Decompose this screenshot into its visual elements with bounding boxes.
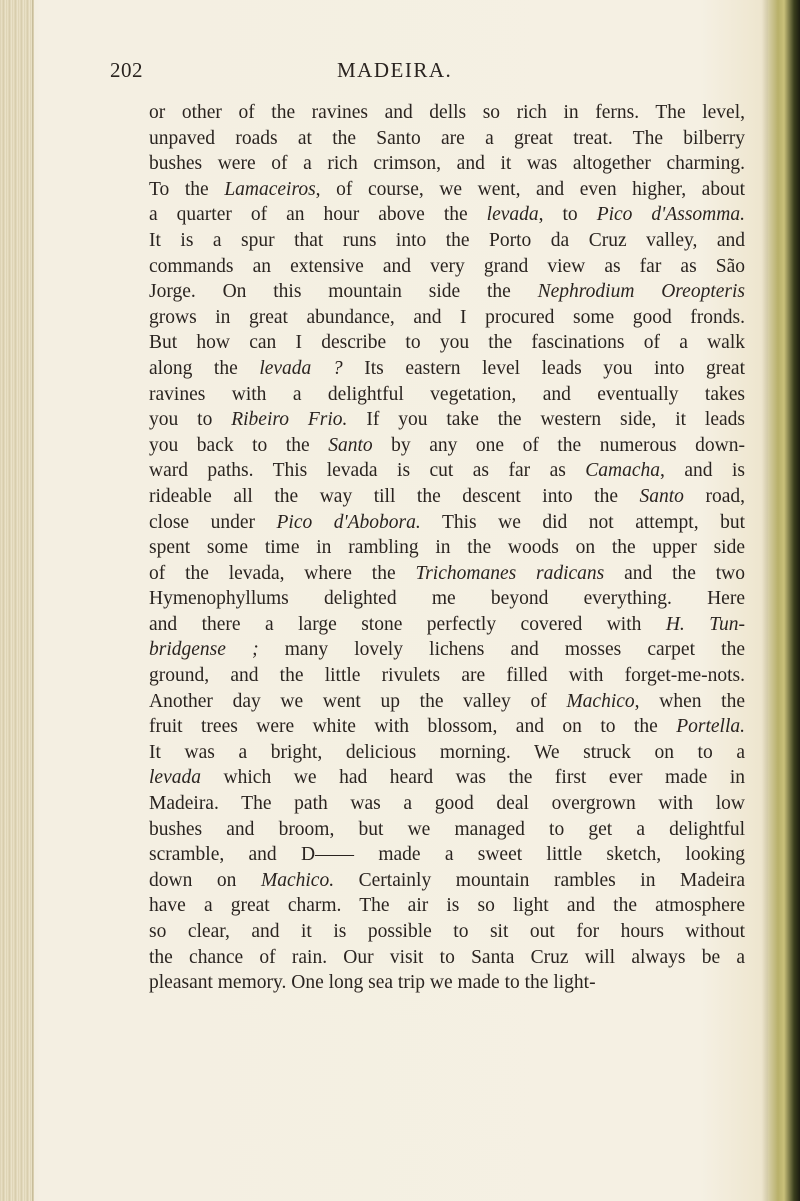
- text-segment: If you take the western side, it leads: [347, 409, 745, 431]
- text-line: so clear, and it is possible to sit out for hours without: [149, 921, 745, 942]
- text-line: [149, 484, 745, 510]
- text-line: pleasant memory. One long sea trip we made to the light-: [149, 972, 596, 994]
- text-segment: fruit trees were white with blossom, and on to the: [149, 716, 677, 738]
- text-line: [149, 356, 745, 382]
- text-line: [149, 765, 745, 791]
- text-line: [149, 637, 745, 663]
- italic-term: H. Tun-: [665, 613, 745, 635]
- text-segment: Jorge. On this mountain side the: [149, 281, 538, 303]
- page-gutter-shadow: [0, 0, 34, 1201]
- text-line: [149, 510, 745, 536]
- text-line: Hymenophyllums delighted me beyond everything. Here: [149, 588, 745, 610]
- text-line: [149, 177, 745, 203]
- text-segment: Certainly mountain rambles in Madeira: [334, 869, 745, 891]
- text-line: [149, 612, 745, 638]
- italic-term: Santo: [328, 434, 373, 456]
- text-segment: rideable all the way till the descent into the: [149, 485, 640, 507]
- italic-term: Ribeiro Frio.: [231, 409, 348, 431]
- italic-term: levada ?: [259, 357, 343, 379]
- text-segment: you to: [149, 409, 232, 431]
- text-line: grows in great abundance, and I procured some good fronds.: [149, 306, 745, 328]
- text-line: commands an extensive and very grand view as far as São: [149, 255, 745, 277]
- text-segment: down on: [149, 869, 261, 891]
- text-segment: , when the: [634, 690, 745, 712]
- italic-term: Camacha: [585, 460, 661, 482]
- text-segment: Its eastern level leads you into great: [342, 357, 746, 379]
- text-line: have a great charm. The air is so light and the atmosphere: [149, 895, 745, 917]
- text-line: the chance of rain. Our visit to Santa Cruz will always be a: [149, 946, 745, 968]
- text-segment: and there a large stone perfectly covered with: [149, 613, 666, 635]
- text-line: [149, 433, 745, 459]
- text-segment: road,: [683, 485, 745, 507]
- body-text: [149, 100, 745, 996]
- text-line: [149, 458, 745, 484]
- italic-term: bridgense ;: [149, 639, 259, 661]
- text-line: unpaved roads at the Santo are a great treat. The bilberry: [149, 127, 745, 149]
- text-line: [149, 407, 745, 433]
- italic-term: Pico d'Assomma.: [596, 204, 745, 226]
- text-line: ground, and the little rivulets are filled with forget-me-nots.: [149, 665, 745, 687]
- text-segment: This we did not attempt, but: [420, 511, 745, 533]
- text-segment: , to: [538, 204, 597, 226]
- text-line: or other of the ravines and dells so rich in ferns. The level,: [149, 102, 745, 123]
- text-line: [149, 279, 745, 305]
- text-segment: close under: [149, 511, 277, 533]
- text-segment: Another day we went up the valley of: [149, 690, 567, 712]
- text-line: But how can I describe to you the fascinations of a walk: [149, 332, 745, 354]
- text-segment: and the two: [604, 562, 745, 584]
- text-segment: a quarter of an hour above the: [149, 204, 487, 226]
- running-head: [110, 58, 710, 88]
- italic-term: Machico.: [260, 869, 335, 891]
- text-line: ravines with a delightful vegetation, and eventually takes: [149, 383, 745, 405]
- text-segment: ward paths. This levada is cut as far as: [149, 460, 586, 482]
- italic-term: Lamaceiros: [224, 178, 316, 200]
- text-line: scramble, and D—— made a sweet little sketch, looking: [149, 844, 745, 866]
- text-segment: , of course, we went, and even higher, about: [315, 178, 745, 200]
- text-line: [149, 689, 745, 715]
- italic-term: Portella.: [676, 716, 745, 738]
- italic-term: levada: [149, 767, 201, 789]
- text-segment: by any one of the numerous down-: [372, 434, 745, 456]
- text-segment: many lovely lichens and mosses carpet the: [258, 639, 745, 661]
- text-line: It is a spur that runs into the Porto da Cruz valley, and: [149, 229, 745, 251]
- gutter-line: [32, 0, 33, 1201]
- italic-term: Trichomanes radicans: [415, 562, 605, 584]
- italic-term: Machico: [566, 690, 635, 712]
- text-line: bushes were of a rich crimson, and it was altogether charming.: [149, 153, 745, 175]
- text-line: Madeira. The path was a good deal overgrown with low: [149, 793, 745, 815]
- text-line: [149, 714, 745, 740]
- book-cover-edge: [768, 0, 800, 1201]
- text-segment: , and is: [660, 460, 745, 482]
- text-line: spent some time in rambling in the woods on the upper side: [149, 537, 745, 559]
- italic-term: Santo: [639, 485, 684, 507]
- text-line: [149, 202, 745, 228]
- text-line: bushes and broom, but we managed to get a delightful: [149, 818, 745, 840]
- text-segment: you back to the: [149, 434, 329, 456]
- text-line: [149, 561, 745, 587]
- text-segment: which we had heard was the first ever made in: [200, 767, 745, 789]
- running-title: MADEIRA.: [337, 58, 453, 82]
- italic-term: Pico d'Abobora.: [276, 511, 421, 533]
- text-line: [149, 868, 745, 894]
- text-segment: To the: [149, 178, 225, 200]
- italic-term: levada: [486, 204, 539, 226]
- italic-term: Nephrodium Oreopteris: [537, 281, 745, 303]
- text-line: It was a bright, delicious morning. We struck on to a: [149, 741, 745, 763]
- text-segment: along the: [149, 357, 260, 379]
- page-number: 202: [110, 58, 143, 82]
- text-segment: of the levada, where the: [149, 562, 416, 584]
